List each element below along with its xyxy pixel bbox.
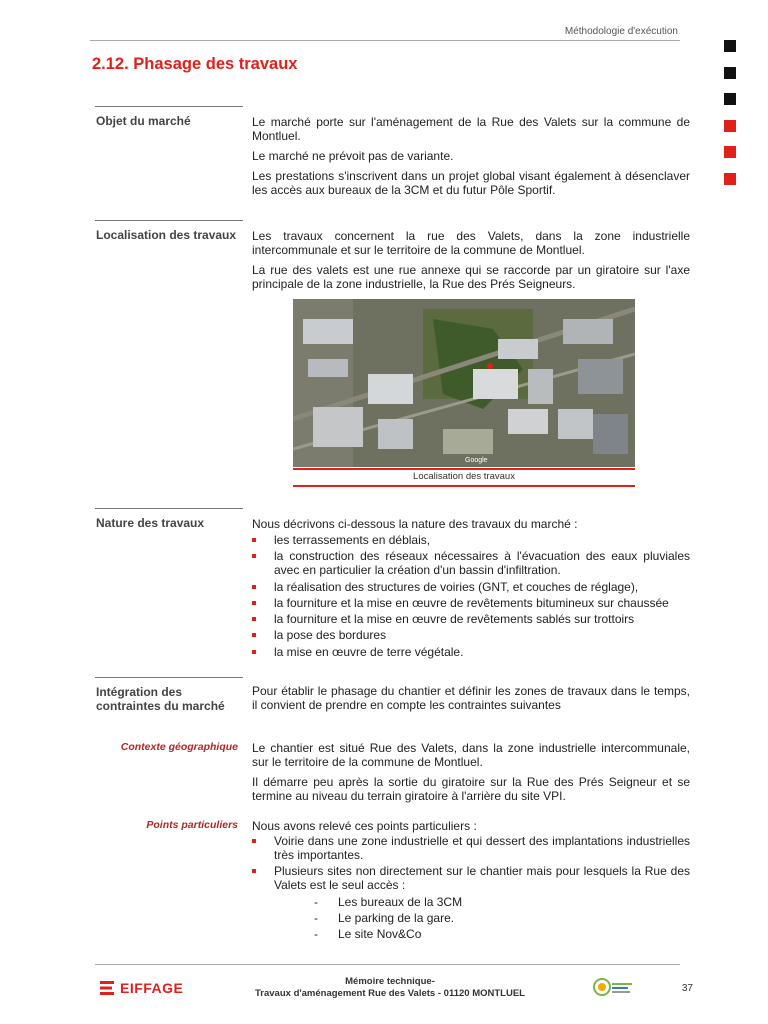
caption-rule-top [293,468,635,470]
figure-caption: Localisation des travaux [413,471,515,482]
footer-title [200,976,580,1000]
points-list [252,834,690,941]
paragraph: Nous décrivons ci-dessous la nature des travaux du marché : [252,517,578,531]
list-item [252,533,690,547]
section-rule [95,508,243,509]
section-body [252,517,690,661]
list-item-text: la mise en œuvre de terre végétale. [274,644,464,659]
side-squares [724,40,736,199]
sub-list-item [252,911,690,925]
side-square [724,40,736,52]
list-item [252,612,690,626]
bullet-icon [252,538,256,542]
side-square [724,173,736,185]
eiffage-logo [98,977,188,999]
side-square [724,120,736,132]
paragraph: Le marché porte sur l'aménagement de la Rue des Valets sur la commune de Montluel. [252,115,690,143]
list-item-text: Le parking de la gare. [338,910,455,925]
running-header: Méthodologie d'exécution [564,26,678,37]
subsection-body [252,819,690,943]
section-rule [95,220,243,221]
bullet-icon [252,839,256,843]
section-label: Objet du marché [96,114,191,128]
list-item-text: la pose des bordures [274,628,387,643]
subsection-body [252,741,690,809]
page-title: 2.12. Phasage des travaux [92,55,298,73]
bullet-icon [252,650,256,654]
paragraph: Les travaux concernent la rue des Valets, dans la zone industrielle intercommunale et sur le territoire de la commune de Montluel. [252,229,690,257]
paragraph: Les prestations s'inscrivent dans un projet global visant également à désenclaver les accès aux bureaux de la 3CM et du futur Pôle Sportif. [252,169,690,197]
paragraph: Le marché ne prévoit pas de variante. [252,149,454,163]
paragraph: Pour établir le phasage du chantier et définir les zones de travaux dans le temps, il convient de prendre en compte les contraintes suivantes [252,684,690,712]
sub-list-item [252,895,690,909]
side-square [724,67,736,79]
section-body [252,684,690,718]
section-body [252,115,690,203]
section-label: Localisation des travaux [96,228,237,242]
caption-rule-bottom [293,485,635,487]
sub-list-item [252,927,690,941]
section-label: Intégration des contraintes du marché [96,685,225,713]
paragraph: La rue des valets est une rue annexe qui se raccorde par un giratoire sur l'axe principale de la zone industrielle, la Rue des Prés Seigneurs. [252,263,690,291]
paragraph: Le chantier est situé Rue des Valets, dans la zone industrielle intercommunale, sur le territoire de la commune de Montluel. [252,741,690,769]
list-item-text: la construction des réseaux nécessaires à l'évacuation des eaux pluviales avec en particulier la création d'un bassin d'infiltration. [274,549,690,578]
side-square [724,93,736,105]
side-square [724,146,736,158]
list-item-text: la réalisation des structures de voiries (GNT, et couches de réglage), [274,579,639,594]
footer-rule [95,964,680,965]
section-rule [95,106,243,107]
bullet-icon [252,633,256,637]
dash-icon: - [314,927,318,942]
list-item [252,596,690,610]
works-list [252,533,690,659]
list-item [252,645,690,659]
list-item-text: Plusieurs sites non directement sur le chantier mais pour lesquels la Rue des Valets est le seul accès : [274,864,690,893]
section-rule [95,677,243,678]
aerial-map-image [293,299,635,467]
logo-text: EIFFAGE [120,980,184,996]
section-label: Nature des travaux [96,516,205,530]
footer-line-1: Mémoire technique- [345,976,435,987]
subsection-label: Points particuliers [146,819,238,831]
list-item [252,628,690,642]
paragraph: Nous avons relevé ces points particuliers : [252,819,477,833]
certification-badge-icon [592,975,634,999]
list-item-text: la fourniture et la mise en œuvre de revêtements bitumineux sur chaussée [274,595,669,610]
page-number: 37 [681,983,693,994]
list-item [252,580,690,594]
paragraph: Il démarre peu après la sortie du giratoire sur la Rue des Prés Seigneur et se termine au niveau du terrain giratoire à l'arrière du site VPI. [252,775,690,803]
list-item [252,834,690,862]
dash-icon: - [314,910,318,925]
list-item-text: Les bureaux de la 3CM [338,894,463,909]
bullet-icon [252,554,256,558]
dash-icon: - [314,894,318,909]
eiffage-logo-icon [98,978,118,998]
section-body [252,229,690,297]
bullet-icon [252,601,256,605]
list-item-text: Voirie dans une zone industrielle et qui dessert des implantations industrielles très importantes. [274,834,690,862]
list-item-text: les terrassements en déblais, [274,533,431,547]
list-item [252,549,690,577]
header-rule [90,40,680,41]
bullet-icon [252,585,256,589]
subsection-label: Contexte géographique [120,741,238,753]
map-watermark: Google [465,457,488,464]
bullet-icon [252,617,256,621]
list-item [252,864,690,892]
list-item-text: Le site Nov&Co [338,927,422,942]
list-item-text: la fourniture et la mise en œuvre de revêtements sablés sur trottoirs [274,612,635,627]
footer-line-2: Travaux d'aménagement Rue des Valets - 01120 MONTLUEL [255,988,525,999]
bullet-icon [252,869,256,873]
